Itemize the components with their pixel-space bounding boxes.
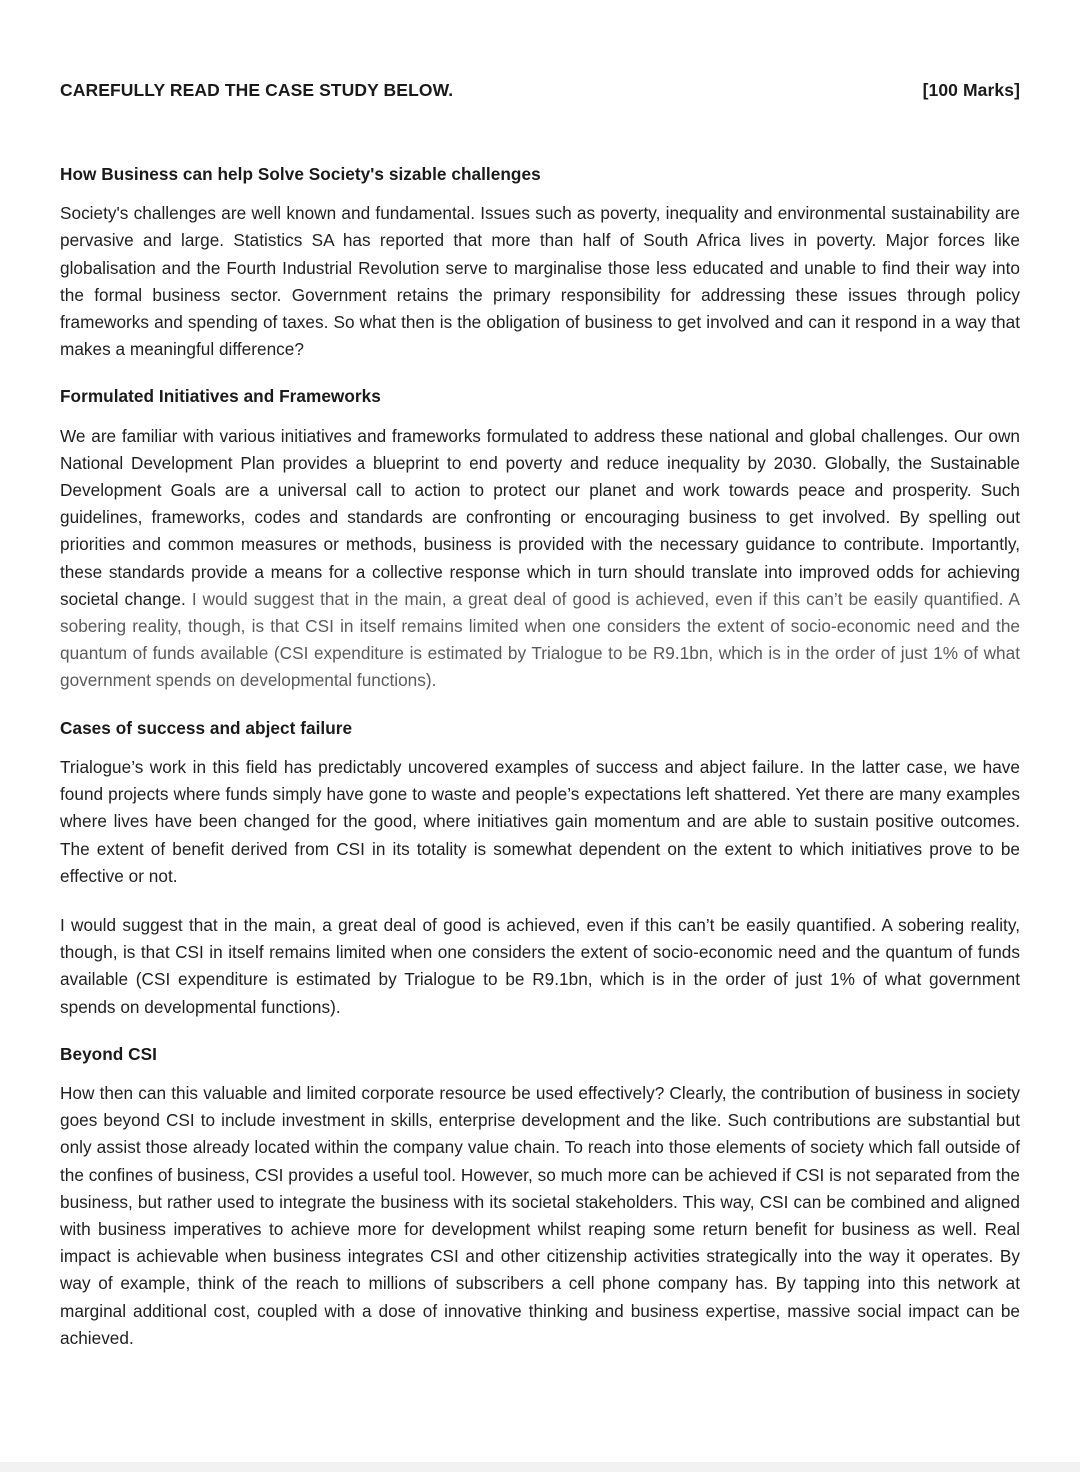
paragraph-muted-tail: I would suggest that in the main, a great deal of good is achieved, even if this can’t be easily quantified. A sobering reality, though, is that CSI in itself remains limited when one considers the extent of socio-economic need and the quantum of funds available (CSI expenditure is estimated by Trialogue to be R9.1bn, which is in the order of just 1% of what government spends on developmental functions). — [60, 588, 1020, 691]
paragraph-beyond-csi: How then can this valuable and limited corporate resource be used effectively? Clearly, the contribution of business in society goes beyond CSI to include investment in skills, enterprise development and the like. Such contributions are substantial but only assist those already located within the company value chain. To reach into those elements of society which fall outside of the confines of business, CSI provides a useful tool. However, so much more can be achieved if CSI is not separated from the business, but rather used to integrate the business with its societal stakeholders. This way, CSI can be combined and aligned with business imperatives to achieve more for development whilst reaping some return benefit for business as well. Real impact is achievable when business integrates CSI and other citizenship activities strategically into the way it operates. By way of example, think of the reach to millions of subscribers a cell phone company has. By tapping into this network at marginal additional cost, coupled with a dose of innovative thinking and business expertise, massive social impact can be achieved. — [60, 1082, 1020, 1348]
case-study-instruction: CAREFULLY READ THE CASE STUDY BELOW. — [60, 80, 454, 100]
spacer — [60, 695, 1020, 717]
spacer — [60, 890, 1020, 912]
spacer — [60, 363, 1020, 385]
section-heading-cases-of-success: Cases of success and abject failure — [60, 717, 353, 738]
section-heading-how-business: How Business can help Solve Society's sizable challenges — [60, 164, 541, 184]
spacer — [60, 409, 1020, 423]
spacer — [60, 1066, 1020, 1080]
spacer — [60, 1021, 1020, 1043]
exam-header — [60, 0, 1020, 101]
page-content — [60, 0, 1020, 1352]
paragraph-trialogue-work: Trialogue’s work in this field has predictably uncovered examples of success and abject failure. In the latter case, we have found projects where funds simply have gone to waste and people’s expectations left shattered. Yet there are many examples where lives have been changed for the good, where initiatives gain momentum and are able to sustain positive outcomes. The extent of benefit derived from CSI in its totality is somewhat dependent on the extent to which initiatives prove to be effective or not. — [60, 756, 1020, 886]
paragraph-i-would-suggest: I would suggest that in the main, a great deal of good is achieved, even if this can’t be easily quantified. A sobering reality, though, is that CSI in itself remains limited when one considers the extent of socio-economic need and the quantum of funds available (CSI expenditure is estimated by Trialogue to be R9.1bn, which is in the order of just 1% of what government spends on developmental functions). — [60, 914, 1020, 1017]
section-heading-formulated-initiatives: Formulated Initiatives and Frameworks — [60, 386, 381, 407]
section-heading-beyond-csi: Beyond CSI — [60, 1043, 157, 1064]
case-study-body — [60, 163, 1020, 1352]
paragraph-society-challenges: Society's challenges are well known and fundamental. Issues such as poverty, inequality and environmental sustainability are pervasive and large. Statistics SA has reported that more than half of South Africa lives in poverty. Major forces like globalisation and the Fourth Industrial Revolution serve to marginalise those less educated and unable to find their way into the formal business sector. Government retains the primary responsibility for addressing these issues through policy frameworks and spending of taxes. So what then is the obligation of business to get involved and can it respond in a way that makes a meaningful difference? — [60, 203, 1020, 360]
paragraph-lead-text: We are familiar with various initiatives and frameworks formulated to address these national and global challenges. Our own National Development Plan provides a blueprint to end poverty and reduce inequality by 2030. Globally, the Sustainable Development Goals are a universal call to action to protect our planet and work towards peace and prosperity. Such guidelines, frameworks, codes and standards are confronting or encouraging business to get involved. By spelling out priorities and common measures or methods, business is provided with the necessary guidance to contribute. Importantly, these standards provide a means for a collective response which in turn should translate into improved odds for achieving societal change. — [60, 425, 1020, 609]
total-marks-label: [100 Marks] — [922, 80, 1020, 100]
paragraph-formulated-initiatives — [60, 423, 1020, 695]
spacer — [60, 740, 1020, 754]
page-bottom-edge — [0, 1462, 1080, 1472]
spacer — [60, 186, 1020, 200]
